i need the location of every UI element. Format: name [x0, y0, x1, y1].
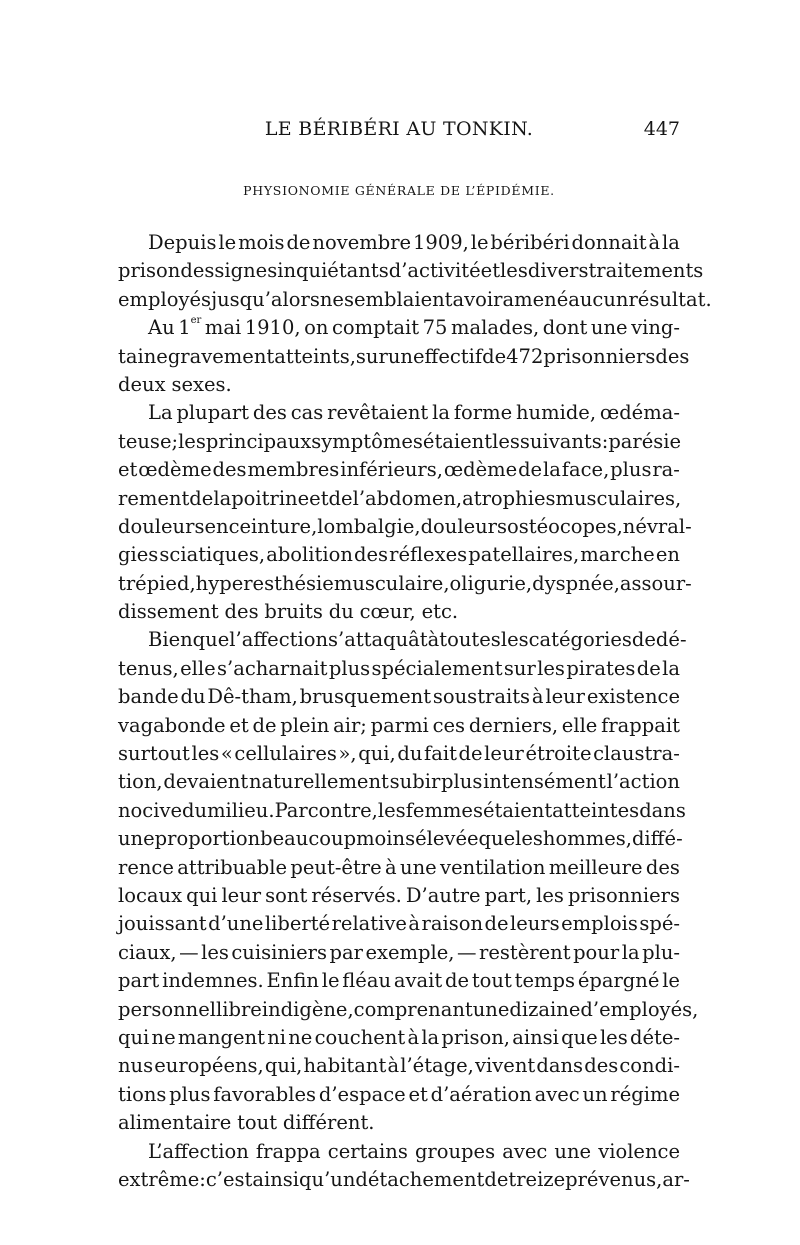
text-line: tions plus favorables d’espace et d’aération avec un régime: [118, 1082, 680, 1106]
text-line: deux sexes.: [118, 372, 232, 396]
text-line: Au 1er mai 1910, on comptait 75 malades, dont une ving-: [148, 315, 680, 340]
text-line: prison des signes inquiétants d’activité et les divers traitements: [118, 259, 704, 283]
text-line: qui ne mangent ni ne couchent à la prison, ainsi que les déte-: [118, 1025, 680, 1049]
text-line: Depuis le mois de novembre 1909, le béribéri donnait à la: [148, 231, 680, 254]
text-line: tion, devaient naturellement subir plus intensément l’action: [118, 770, 680, 794]
text-line: dissement des bruits du cœur, etc.: [118, 600, 459, 624]
text-line: personnel libre indigène, comprenant une dizaine d’employés,: [118, 997, 699, 1021]
text-line: vagabonde et de plein air; parmi ces derniers, elle frappait: [118, 713, 680, 737]
text-line: nus européens, qui, habitant à l’étage, vivent dans des condi-: [118, 1054, 680, 1078]
running-head: [118, 114, 680, 144]
text-line: rence attribuable peut-être à une ventilation meilleure des: [118, 855, 680, 879]
text-line: une proportion beaucoup moins élevée que les hommes, diffé-: [118, 827, 683, 851]
text-line: gies sciatiques, abolition des réflexes patellaires, marche en: [118, 543, 680, 567]
text-line: extrême : c’est ainsi qu’un détachement de treize prévenus, ar-: [118, 1167, 690, 1191]
text-line: locaux qui leur sont réservés. D’autre part, les prisonniers: [118, 883, 680, 907]
text-line: tenus, elle s’acharnait plus spécialement sur les pirates de la: [118, 656, 680, 680]
text-line: employés jusqu’alors ne semblaient avoir amené aucun résultat.: [118, 287, 712, 311]
text-line: teuse; les principaux symptômes étaient les suivants : parésie: [118, 429, 682, 453]
text-line: L’affection frappa certains groupes avec une violence: [148, 1139, 680, 1163]
body-text: [118, 229, 712, 1194]
page-number: 447: [643, 118, 680, 140]
text-line: Bien que l’affection s’attaquât à toutes les catégories de dé-: [148, 628, 687, 652]
text-line: jouissant d’une liberté relative à raison de leurs emplois spé-: [118, 912, 680, 936]
text-line: et œdème des membres inférieurs, œdème de la face, plus ra-: [118, 458, 680, 482]
text-line: rement de la poitrine et de l’abdomen, atrophies musculaires,: [118, 486, 682, 510]
text-line: bande du Dê-tham, brusquement soustraits à leur existence: [118, 685, 680, 709]
running-title: LE BÉRIBÉRI AU TONKIN.: [264, 118, 534, 140]
text-line: La plupart des cas revêtaient la forme humide, œdéma-: [148, 401, 680, 425]
section-title: PHYSIONOMIE GÉNÉRALE DE L’ÉPIDÉMIE.: [243, 183, 555, 198]
text-line: trépied, hyperesthésie musculaire, oligurie, dyspnée, assour-: [118, 571, 692, 595]
text-line: alimentaire tout différent.: [118, 1111, 375, 1135]
text-line: nocive du milieu. Par contre, les femmes étaient atteintes dans: [118, 798, 686, 822]
text-line: ciaux, — les cuisiniers par exemple, — restèrent pour la plu-: [118, 940, 680, 964]
text-line: surtout les « cellulaires », qui, du fait de leur étroite claustra-: [118, 742, 680, 766]
text-line: part indemnes. Enfin le fléau avait de tout temps épargné le: [118, 969, 680, 993]
text-line: taine gravement atteints, sur un effectif de 472 prisonniers des: [118, 344, 690, 368]
text-line: douleurs en ceinture, lombalgie, douleurs ostéocopes, névral-: [118, 514, 692, 538]
